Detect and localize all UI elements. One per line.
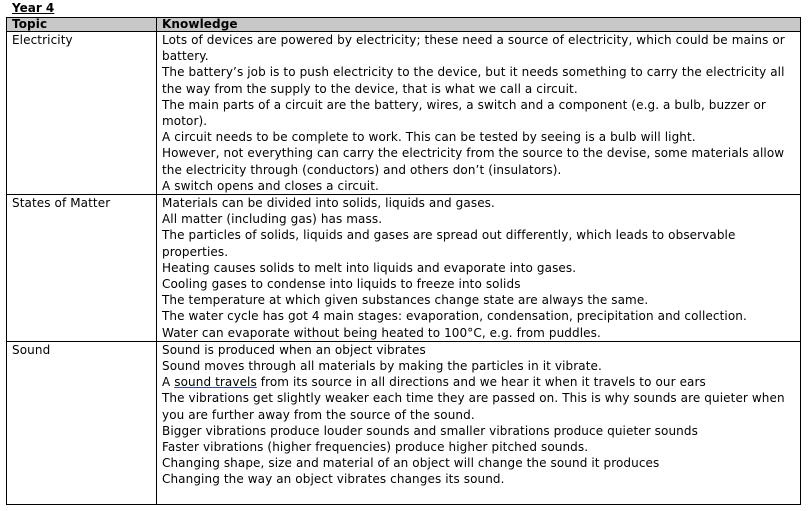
topic-cell: States of Matter [7,195,157,342]
knowledge-line [162,374,800,390]
knowledge-line: Water can evaporate without being heated to 100°C, e.g. from puddles. [162,325,601,340]
topic-cell: Sound [7,341,157,504]
header-topic: Topic [7,18,157,32]
knowledge-line: Changing the way an object vibrates changes its sound. [162,472,505,487]
empty-space [162,488,800,504]
knowledge-line: All matter (including gas) has mass. [162,212,383,227]
knowledge-line: Faster vibrations (higher frequencies) produce higher pitched sounds. [162,440,589,455]
knowledge-line: Changing shape, size and material of an object will change the sound it produces [162,456,660,471]
table-row [7,195,801,342]
table-row [7,341,801,504]
knowledge-line: The particles of solids, liquids and gases are spread out differently, which leads to observable properties. [162,228,736,259]
knowledge-line: The main parts of a circuit are the battery, wires, a switch and a component (e.g. a bulb, buzzer or motor). [162,97,766,129]
knowledge-cell [157,195,801,342]
knowledge-line: The water cycle has got 4 main stages: evaporation, condensation, precipitation and collection. [162,309,747,324]
knowledge-line: Heating causes solids to melt into liquids and evaporate into gases. [162,260,577,275]
knowledge-line: Sound is produced when an object vibrates [162,342,426,357]
knowledge-table [6,17,801,505]
knowledge-line: The vibrations get slightly weaker each time they are passed on. This is why sounds are quieter when you are further away from the source of the sound. [162,391,785,422]
header-knowledge: Knowledge [157,18,801,32]
knowledge-line: Lots of devices are powered by electricity; these need a source of electricity, which could be mains or battery. [162,33,785,64]
knowledge-cell [157,341,801,504]
knowledge-line: However, not everything can carry the electricity from the source to the devise, some materials allow the electricity through (conductors) and others don’t (insulators). [162,146,785,177]
page-title: Year 4 [12,1,55,15]
knowledge-cell [157,32,801,195]
knowledge-line: Materials can be divided into solids, liquids and gases. [162,196,495,211]
knowledge-line: A circuit needs to be complete to work. This can be tested by seeing is a bulb will light. [162,130,696,145]
table-row [7,32,801,195]
knowledge-line: The battery’s job is to push electricity to the device, but it needs something to carry the electricity all the way from the supply to the device, that is what we call a circuit. [162,65,785,96]
knowledge-line: Bigger vibrations produce louder sounds and smaller vibrations produce quieter sounds [162,423,698,438]
table-header-row [7,18,801,32]
knowledge-line: A switch opens and closes a circuit. [162,178,379,193]
line-text-after-link: from its source in all directions and we hear it when it travels to our ears [256,375,706,390]
knowledge-line: The temperature at which given substances change state are always the same. [162,293,649,308]
sound-travels-link[interactable]: sound travels [174,375,257,390]
knowledge-line: Sound moves through all materials by making the particles in it vibrate. [162,359,602,374]
topic-cell: Electricity [7,32,157,195]
line-text-before-link: A [162,375,175,390]
knowledge-line: Cooling gases to condense into liquids to freeze into solids [162,277,521,292]
